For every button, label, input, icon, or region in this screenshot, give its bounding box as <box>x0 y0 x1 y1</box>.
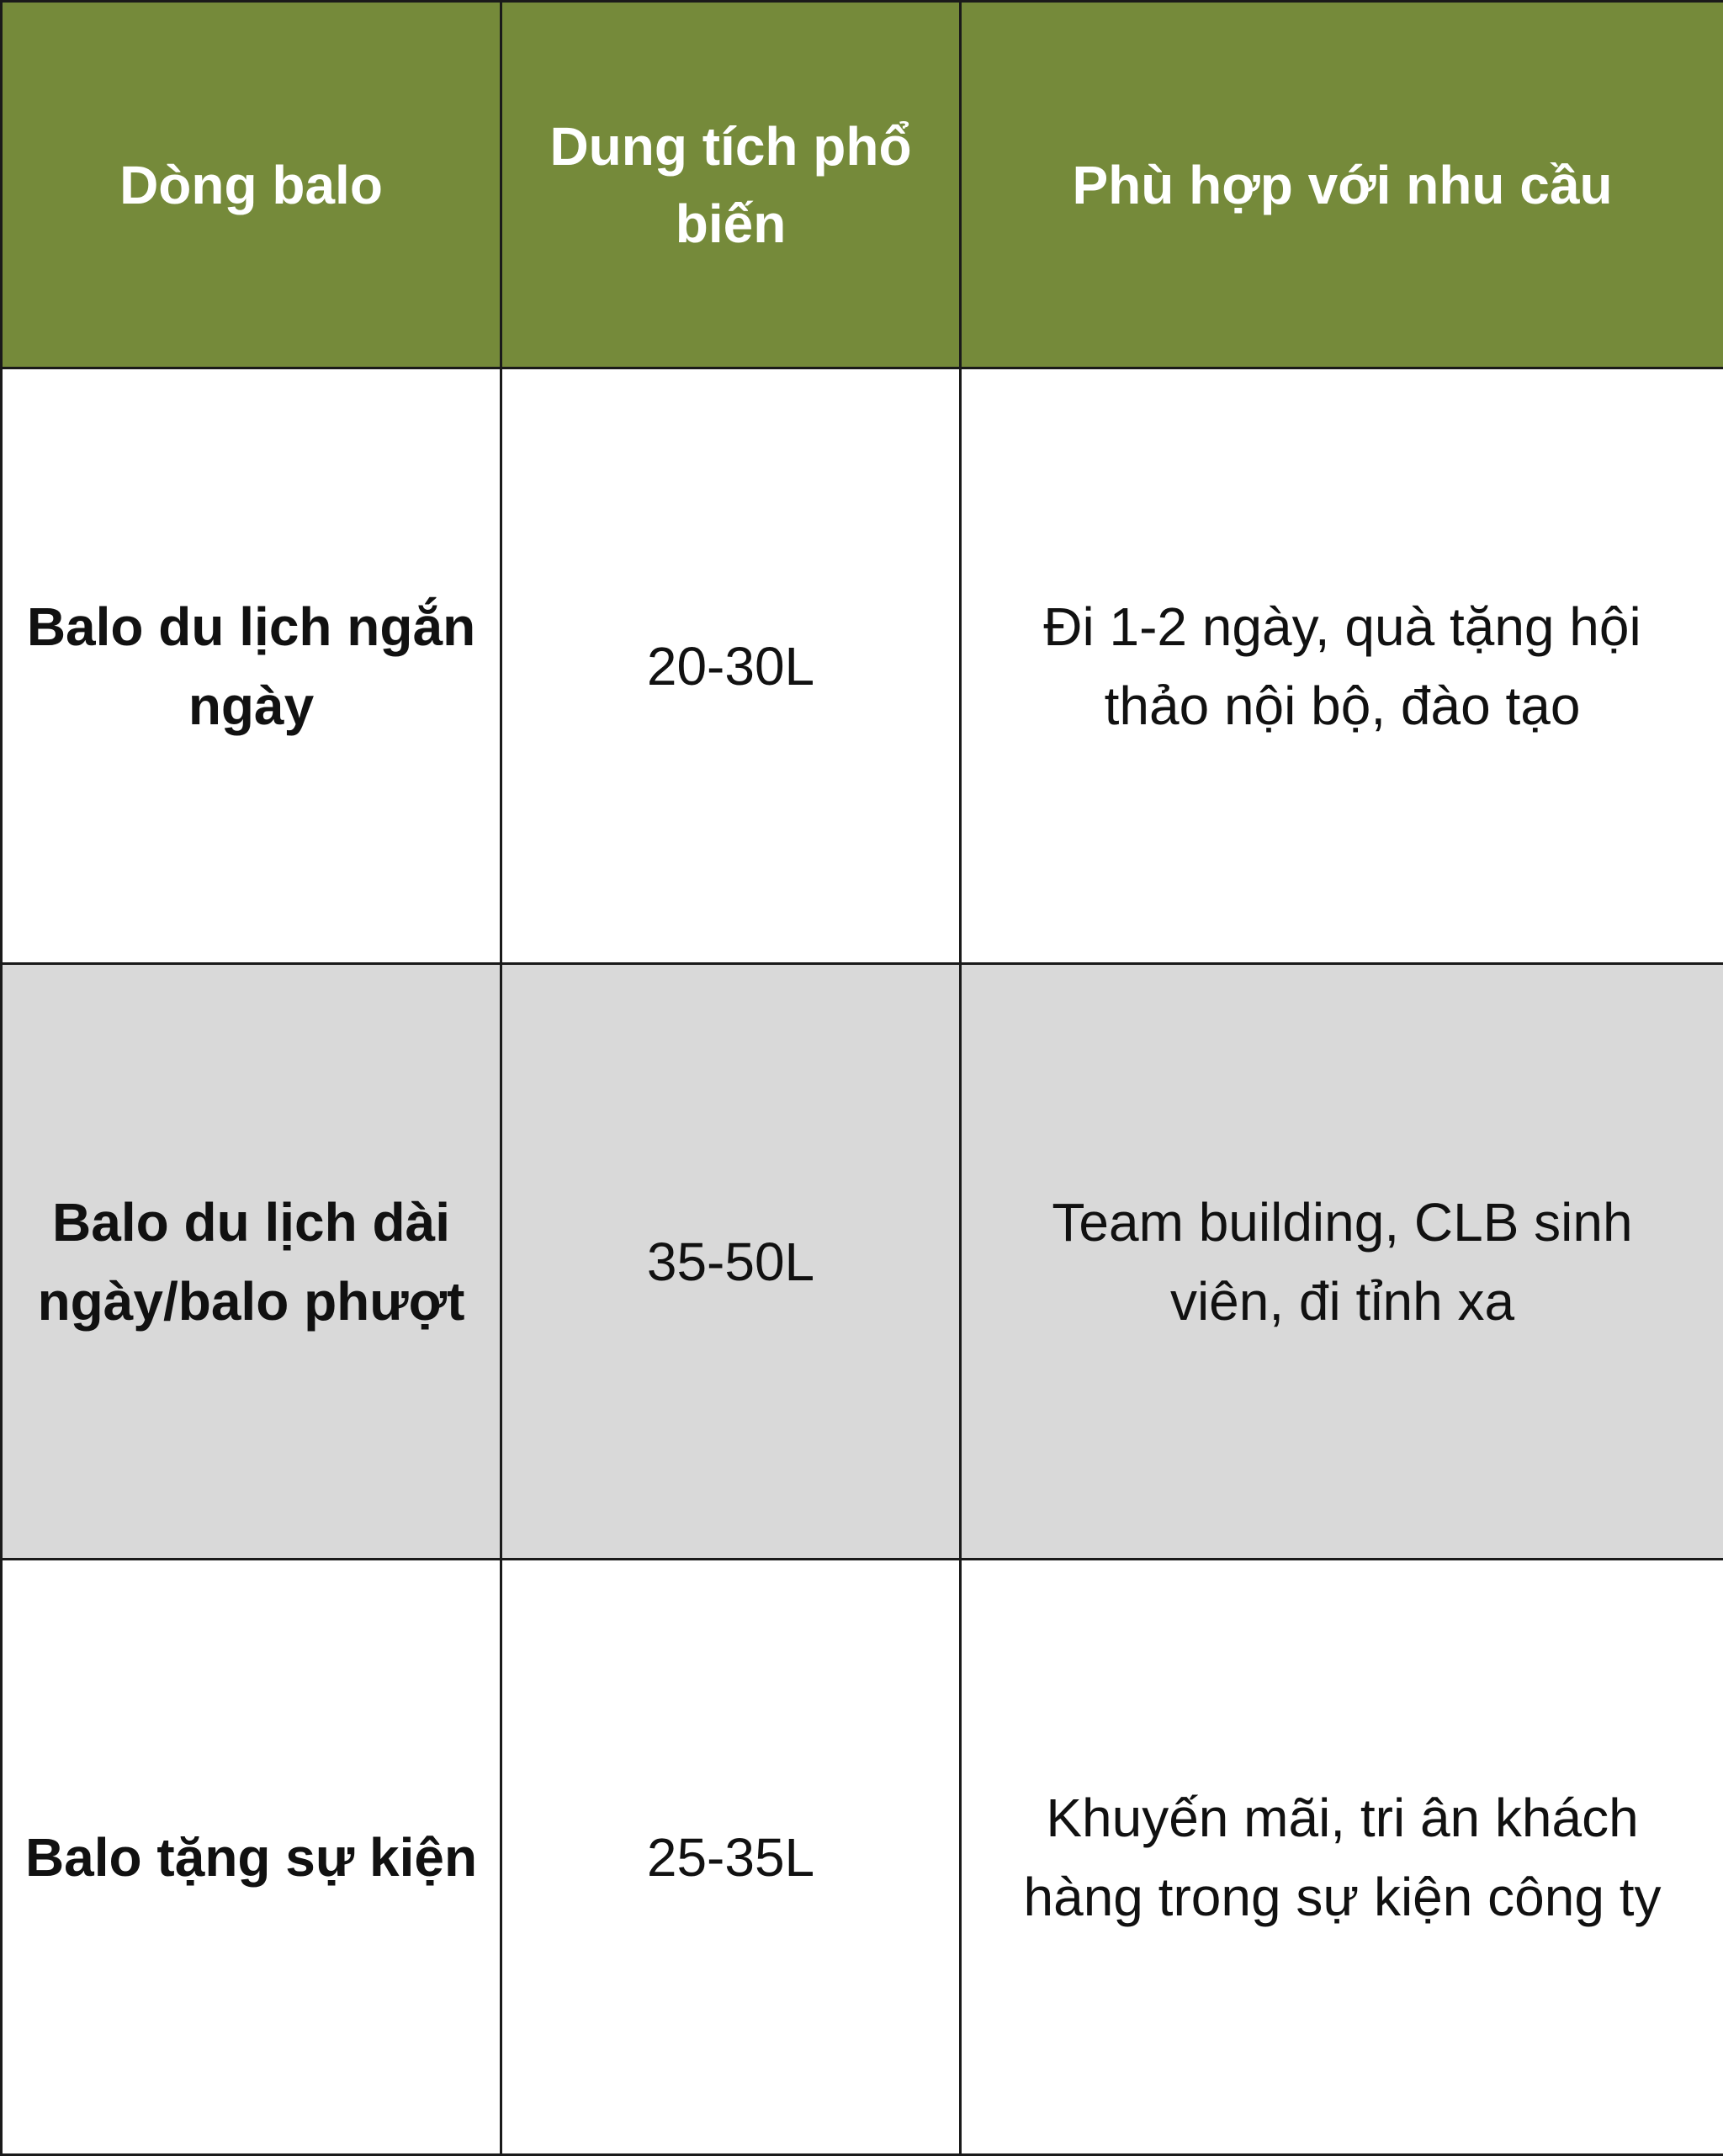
capacity-cell: 35-50L <box>501 964 961 1560</box>
table-row <box>2 1560 1723 2155</box>
capacity-cell: 25-35L <box>501 1560 961 2155</box>
header-common-capacity: Dung tích phổ biến <box>501 2 961 368</box>
table-header-row <box>2 2 1723 368</box>
table-row <box>2 964 1723 1560</box>
backpack-type-cell: Balo tặng sự kiện <box>2 1560 501 2155</box>
header-suitable-needs: Phù hợp với nhu cầu <box>961 2 1723 368</box>
suitable-needs-cell: Khuyến mãi, tri ân khách hàng trong sự kiện công ty <box>961 1560 1723 2155</box>
table-row <box>2 368 1723 964</box>
backpack-type-cell: Balo du lịch ngắn ngày <box>2 368 501 964</box>
suitable-needs-cell: Đi 1-2 ngày, quà tặng hội thảo nội bộ, đào tạo <box>961 368 1723 964</box>
capacity-cell: 20-30L <box>501 368 961 964</box>
suitable-needs-cell: Team building, CLB sinh viên, đi tỉnh xa <box>961 964 1723 1560</box>
header-backpack-type: Dòng balo <box>2 2 501 368</box>
backpack-type-cell: Balo du lịch dài ngày/balo phượt <box>2 964 501 1560</box>
